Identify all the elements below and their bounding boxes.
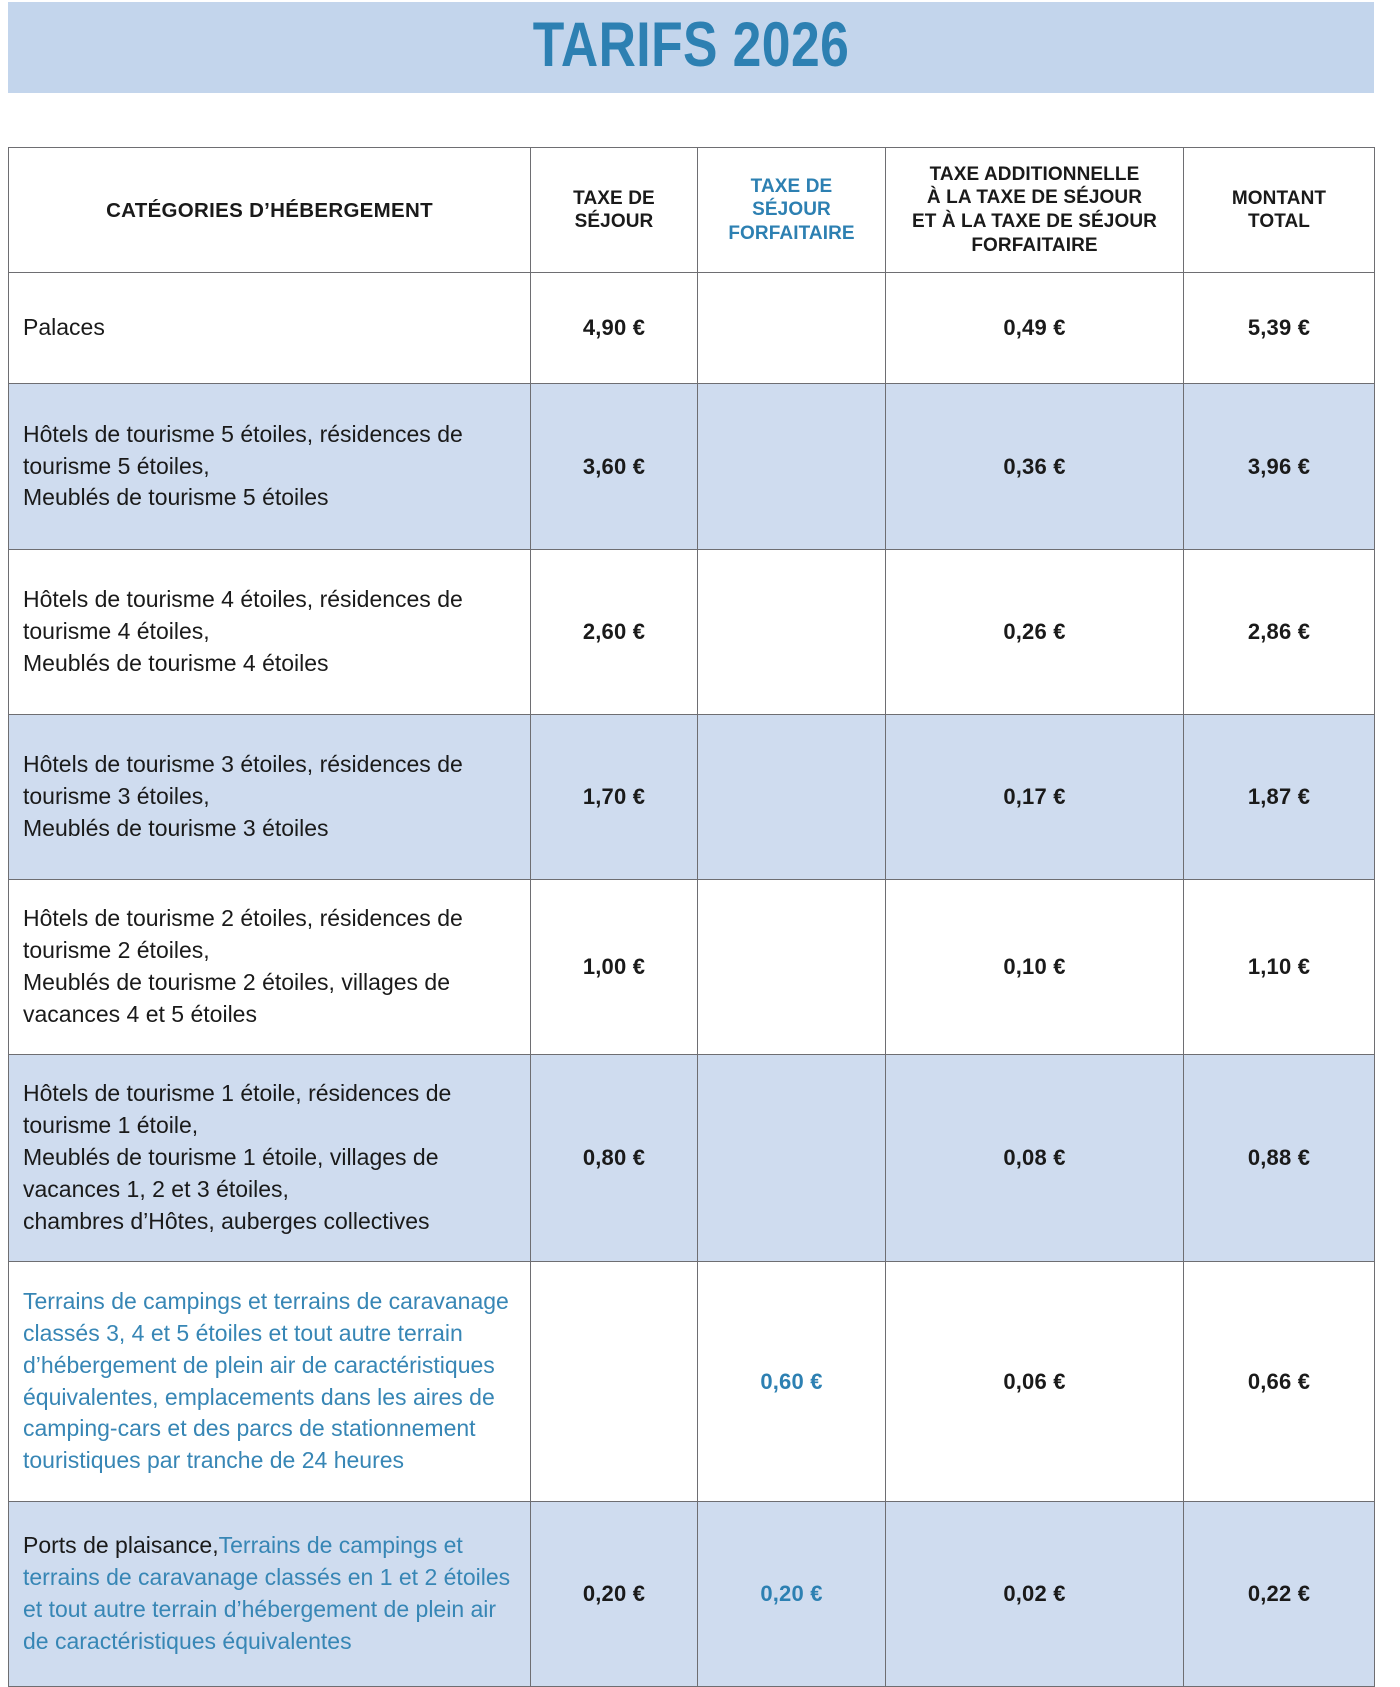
table-row <box>9 273 1375 384</box>
cell-category <box>9 273 531 384</box>
title-band <box>8 2 1374 93</box>
table-row <box>9 715 1375 880</box>
column-header-taxe-forfaitaire-line-1: TAXE DE <box>750 176 833 198</box>
column-header-taxe-sejour <box>531 148 698 273</box>
cell-taxe-forfaitaire <box>698 1055 886 1262</box>
category-line: de caractéristiques équivalentes <box>23 1627 352 1654</box>
category-line: terrains de caravanage classés en 1 et 2 étoiles <box>23 1564 511 1591</box>
category-line: touristiques par tranche de 24 heures <box>23 1447 405 1474</box>
category-line: camping-cars et des parcs de stationnement <box>23 1415 476 1442</box>
table-row <box>9 1262 1375 1502</box>
cell-taxe-sejour: 1,00 € <box>531 880 698 1055</box>
table-row <box>9 880 1375 1055</box>
column-header-montant-total-line-2: TOTAL <box>1247 211 1311 232</box>
column-header-category: CATÉGORIES D’HÉBERGEMENT <box>9 148 531 273</box>
cell-taxe-additionnelle: 0,06 € <box>886 1262 1184 1502</box>
table-header-row <box>9 148 1375 273</box>
column-header-taxe-sejour-line-2: SÉJOUR <box>574 211 654 232</box>
category-line: Terrains de campings et <box>218 1532 463 1559</box>
column-header-montant-total-line-1: MONTANT <box>1231 187 1327 209</box>
category-line: Meublés de tourisme 5 étoiles <box>23 484 329 511</box>
cell-taxe-sejour: 0,80 € <box>531 1055 698 1262</box>
category-line: vacances 4 et 5 étoiles <box>23 1000 257 1027</box>
cell-taxe-additionnelle: 0,08 € <box>886 1055 1184 1262</box>
cell-taxe-sejour: 0,20 € <box>531 1502 698 1687</box>
category-line: tourisme 4 étoiles, <box>23 618 210 645</box>
column-header-taxe-forfaitaire-line-2: SÉJOUR <box>752 199 831 221</box>
column-header-taxe-additionnelle-line-2: À LA TAXE DE SÉJOUR <box>926 187 1143 209</box>
cell-taxe-sejour: 3,60 € <box>531 384 698 550</box>
column-header-taxe-forfaitaire <box>698 148 886 273</box>
cell-taxe-additionnelle: 0,02 € <box>886 1502 1184 1687</box>
cell-taxe-sejour: 2,60 € <box>531 550 698 715</box>
category-line: Meublés de tourisme 1 étoile, villages de <box>23 1144 439 1171</box>
table-row <box>9 384 1375 550</box>
cell-category <box>9 1502 531 1687</box>
cell-montant-total: 1,87 € <box>1184 715 1375 880</box>
table-row <box>9 1502 1375 1687</box>
category-line: et tout autre terrain d’hébergement de plein air <box>23 1596 497 1622</box>
category-line: équivalentes, emplacements dans les aires de <box>23 1383 495 1410</box>
column-header-taxe-additionnelle-line-3: ET À LA TAXE DE SÉJOUR <box>911 211 1157 232</box>
category-line: Meublés de tourisme 2 étoiles, villages de <box>23 969 451 995</box>
column-header-taxe-forfaitaire-line-3: FORFAITAIRE <box>728 222 855 244</box>
table-row <box>9 1055 1375 1262</box>
column-header-montant-total <box>1184 148 1375 273</box>
category-line: tourisme 5 étoiles, <box>23 452 210 479</box>
category-line: d’hébergement de plein air de caractéristiques <box>23 1351 495 1378</box>
category-line: chambres d’Hôtes, auberges collectives <box>23 1207 430 1234</box>
table-row <box>9 550 1375 715</box>
cell-montant-total: 3,96 € <box>1184 384 1375 550</box>
cell-montant-total: 1,10 € <box>1184 880 1375 1055</box>
cell-montant-total: 0,66 € <box>1184 1262 1375 1502</box>
page-title: TARIFS 2026 <box>532 10 850 80</box>
cell-category <box>9 550 531 715</box>
table-body <box>9 273 1375 1687</box>
cell-category <box>9 1262 531 1502</box>
cell-montant-total: 0,22 € <box>1184 1502 1375 1687</box>
cell-montant-total: 0,88 € <box>1184 1055 1375 1262</box>
column-header-taxe-additionnelle-line-1: TAXE ADDITIONNELLE <box>929 163 1140 185</box>
category-text-black: Ports de plaisance, <box>23 1532 219 1559</box>
cell-taxe-additionnelle: 0,17 € <box>886 715 1184 880</box>
category-line: tourisme 2 étoiles, <box>23 937 210 964</box>
cell-category <box>9 880 531 1055</box>
cell-taxe-additionnelle: 0,36 € <box>886 384 1184 550</box>
category-line: Hôtels de tourisme 2 étoiles, résidences de <box>23 905 463 932</box>
category-line: Hôtels de tourisme 3 étoiles, résidences de <box>23 751 463 778</box>
tariff-table <box>8 147 1375 1687</box>
cell-taxe-additionnelle: 0,49 € <box>886 273 1184 384</box>
column-header-taxe-additionnelle <box>886 148 1184 273</box>
category-line: Hôtels de tourisme 5 étoiles, résidences de <box>23 420 463 447</box>
table-header <box>9 148 1375 273</box>
category-line: classés 3, 4 et 5 étoiles et tout autre terrain <box>23 1319 463 1346</box>
category-line: Terrains de campings et terrains de caravanage <box>23 1287 509 1314</box>
category-line: Palaces <box>23 314 105 341</box>
cell-category <box>9 384 531 550</box>
cell-taxe-forfaitaire <box>698 384 886 550</box>
cell-taxe-forfaitaire <box>698 273 886 384</box>
cell-taxe-forfaitaire <box>698 880 886 1055</box>
cell-taxe-forfaitaire: 0,60 € <box>698 1262 886 1502</box>
cell-category <box>9 715 531 880</box>
category-line: Meublés de tourisme 4 étoiles <box>23 649 329 676</box>
cell-taxe-additionnelle: 0,26 € <box>886 550 1184 715</box>
category-line: tourisme 3 étoiles, <box>23 783 210 810</box>
column-header-taxe-additionnelle-line-4: FORFAITAIRE <box>971 234 1098 256</box>
cell-taxe-sejour: 4,90 € <box>531 273 698 384</box>
cell-taxe-forfaitaire: 0,20 € <box>698 1502 886 1687</box>
cell-taxe-sejour <box>531 1262 698 1502</box>
cell-taxe-forfaitaire <box>698 715 886 880</box>
cell-taxe-additionnelle: 0,10 € <box>886 880 1184 1055</box>
cell-category <box>9 1055 531 1262</box>
cell-montant-total: 2,86 € <box>1184 550 1375 715</box>
cell-taxe-sejour: 1,70 € <box>531 715 698 880</box>
cell-taxe-forfaitaire <box>698 550 886 715</box>
column-header-taxe-sejour-line-1: TAXE DE <box>573 187 655 209</box>
category-line: Hôtels de tourisme 1 étoile, résidences de <box>23 1080 452 1107</box>
category-line: Meublés de tourisme 3 étoiles <box>23 814 329 841</box>
category-line: vacances 1, 2 et 3 étoiles, <box>23 1175 289 1202</box>
category-line: Hôtels de tourisme 4 étoiles, résidences de <box>23 586 463 613</box>
category-line: tourisme 1 étoile, <box>23 1112 199 1139</box>
cell-montant-total: 5,39 € <box>1184 273 1375 384</box>
